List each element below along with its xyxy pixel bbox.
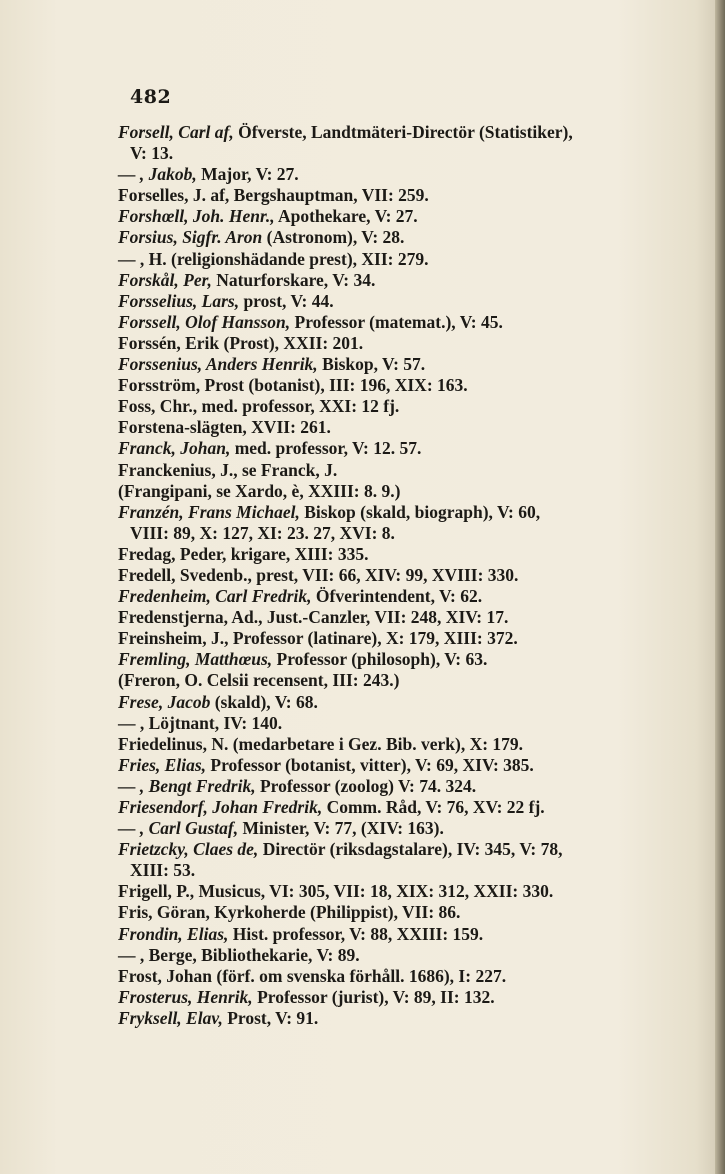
- entry-text: Professor (zoolog) V: 74. 324.: [255, 775, 477, 796]
- index-entry: [118, 565, 673, 586]
- entry-text: Professor (matemat.), V: 45.: [290, 311, 503, 332]
- index-entry: [118, 945, 673, 966]
- index-entry: [118, 797, 673, 818]
- entry-name: Fredenheim, Carl Fredrik,: [118, 586, 312, 607]
- index-entry: [118, 987, 673, 1008]
- entry-text: (Astronom), V: 28.: [262, 227, 405, 248]
- index-entry: [118, 375, 673, 396]
- index-entry: [118, 417, 673, 438]
- index-entry: [118, 544, 673, 565]
- entry-text: Directör (riksdagstalare), IV: 345, V: 78,: [258, 839, 563, 860]
- index-entry: [118, 1008, 673, 1029]
- entry-text: — , H. (religionshädande prest), XII: 279.: [118, 248, 429, 269]
- entry-name: Frese, Jacob: [118, 691, 211, 712]
- entry-text: Prost, V: 91.: [222, 1007, 319, 1028]
- entry-text: Fredell, Svedenb., prest, VII: 66, XIV: 99, XVIII: 330.: [118, 564, 519, 585]
- entry-text: med. professor, V: 12. 57.: [230, 438, 422, 459]
- entry-name: Forshœll, Joh. Henr.,: [118, 206, 275, 227]
- entry-text: Forssén, Erik (Prost), XXII: 201.: [118, 332, 364, 353]
- entry-text: Major, V: 27.: [196, 164, 299, 185]
- entry-text: Biskop, V: 57.: [317, 354, 426, 375]
- entry-text: Comm. Råd, V: 76, XV: 22 fj.: [322, 797, 545, 817]
- index-entry: [118, 460, 673, 481]
- entry-text: Hist. professor, V: 88, XXIII: 159.: [228, 923, 484, 944]
- index-entry: [118, 206, 673, 227]
- entry-text: Fris, Göran, Kyrkoherde (Philippist), VII: 86.: [118, 902, 461, 923]
- entry-name: Fries, Elias,: [118, 754, 207, 775]
- index-entry: [118, 502, 673, 544]
- entry-name: Fryksell, Elav,: [118, 1007, 223, 1028]
- entry-text: Professor (botanist, vitter), V: 69, XIV: 385.: [206, 754, 534, 775]
- index-entry: [118, 734, 673, 755]
- index-entries: [118, 122, 673, 1029]
- entry-text: (Frangipani, se Xardo, è, XXIII: 8. 9.): [118, 480, 401, 501]
- entry-text: Forsström, Prost (botanist), III: 196, XIX: 163.: [118, 375, 468, 396]
- entry-name: Frosterus, Henrik,: [118, 986, 253, 1007]
- index-entry: [118, 185, 673, 206]
- page-edge: [715, 0, 725, 1174]
- entry-continuation: VIII: 89, X: 127, XI: 23. 27, XVI: 8.: [130, 522, 395, 543]
- entry-name: — , Carl Gustaf,: [118, 818, 239, 839]
- entry-name: Fremling, Matthœus,: [118, 649, 273, 670]
- entry-text: Friedelinus, N. (medarbetare i Gez. Bib. verk), X: 179.: [118, 733, 524, 754]
- index-entry: [118, 481, 673, 502]
- page-number: 482: [130, 86, 172, 108]
- entry-text: Frost, Johan (förf. om svenska förhåll. 1686), I: 227.: [118, 965, 507, 986]
- index-entry: [118, 438, 673, 459]
- entry-text: — , Berge, Bibliothekarie, V: 89.: [118, 944, 360, 965]
- index-entry: [118, 312, 673, 333]
- entry-name: Franzén, Frans Michael,: [118, 501, 300, 522]
- entry-text: prost, V: 44.: [239, 290, 334, 311]
- entry-continuation: XIII: 53.: [130, 860, 196, 881]
- entry-text: Professor (jurist), V: 89, II: 132.: [252, 986, 495, 1007]
- entry-text: Freinsheim, J., Professor (latinare), X: 179, XIII: 372.: [118, 628, 518, 649]
- index-entry: [118, 670, 673, 691]
- index-entry: [118, 607, 673, 628]
- entry-text: Biskop (skald, biograph), V: 60,: [299, 501, 541, 522]
- entry-continuation: V: 13.: [130, 143, 174, 164]
- entry-text: (skald), V: 68.: [210, 691, 318, 712]
- index-entry: [118, 713, 673, 734]
- index-entry: [118, 354, 673, 375]
- index-entry: [118, 818, 673, 839]
- entry-text: — , Löjtnant, IV: 140.: [118, 712, 283, 733]
- entry-text: Professor (philosoph), V: 63.: [272, 649, 488, 670]
- entry-name: Forsell, Carl af,: [118, 122, 234, 142]
- index-entry: [118, 164, 673, 185]
- index-entry: [118, 249, 673, 270]
- index-entry: [118, 227, 673, 248]
- index-entry: [118, 122, 673, 164]
- entry-name: Forskål, Per,: [118, 269, 212, 290]
- entry-name: Forsselius, Lars,: [118, 290, 240, 311]
- entry-name: — , Jakob,: [118, 164, 197, 185]
- index-entry: [118, 839, 673, 881]
- entry-name: Franck, Johan,: [118, 438, 231, 459]
- entry-text: Öfverste, Landtmäteri-Directör (Statistiker),: [233, 122, 573, 142]
- entry-text: Naturforskare, V: 34.: [211, 269, 376, 290]
- entry-text: Fredenstjerna, Ad., Just.-Canzler, VII: 248, XIV: 17.: [118, 607, 509, 628]
- index-entry: [118, 755, 673, 776]
- index-entry: [118, 902, 673, 923]
- entry-text: Minister, V: 77, (XIV: 163).: [238, 818, 444, 839]
- index-entry: [118, 396, 673, 417]
- index-entry: [118, 270, 673, 291]
- index-entry: [118, 924, 673, 945]
- entry-text: Forstena-slägten, XVII: 261.: [118, 417, 331, 438]
- entry-text: Frigell, P., Musicus, VI: 305, VII: 18, XIX: 312, XXII: 330.: [118, 881, 554, 902]
- entry-text: Öfverintendent, V: 62.: [311, 586, 483, 607]
- entry-text: Forselles, J. af, Bergshauptman, VII: 259.: [118, 185, 429, 206]
- entry-text: Fredag, Peder, krigare, XIII: 335.: [118, 543, 369, 564]
- entry-text: Foss, Chr., med. professor, XXI: 12 fj.: [118, 396, 400, 417]
- entry-text: Apothekare, V: 27.: [274, 206, 418, 227]
- entry-text: Franckenius, J., se Franck, J.: [118, 459, 338, 480]
- index-entry: [118, 586, 673, 607]
- index-entry: [118, 291, 673, 312]
- entry-name: Friesendorf, Johan Fredrik,: [118, 797, 323, 817]
- entry-name: Forssenius, Anders Henrik,: [118, 354, 318, 375]
- index-entry: [118, 649, 673, 670]
- entry-name: Frondin, Elias,: [118, 923, 229, 944]
- index-entry: [118, 881, 673, 902]
- index-entry: [118, 776, 673, 797]
- entry-name: Forsius, Sigfr. Aron: [118, 227, 263, 248]
- index-entry: [118, 333, 673, 354]
- index-entry: [118, 628, 673, 649]
- entry-name: Forssell, Olof Hansson,: [118, 311, 291, 332]
- entry-name: Frietzcky, Claes de,: [118, 839, 259, 860]
- index-entry: [118, 692, 673, 713]
- entry-name: — , Bengt Fredrik,: [118, 775, 256, 796]
- index-entry: [118, 966, 673, 987]
- entry-text: (Freron, O. Celsii recensent, III: 243.): [118, 670, 400, 691]
